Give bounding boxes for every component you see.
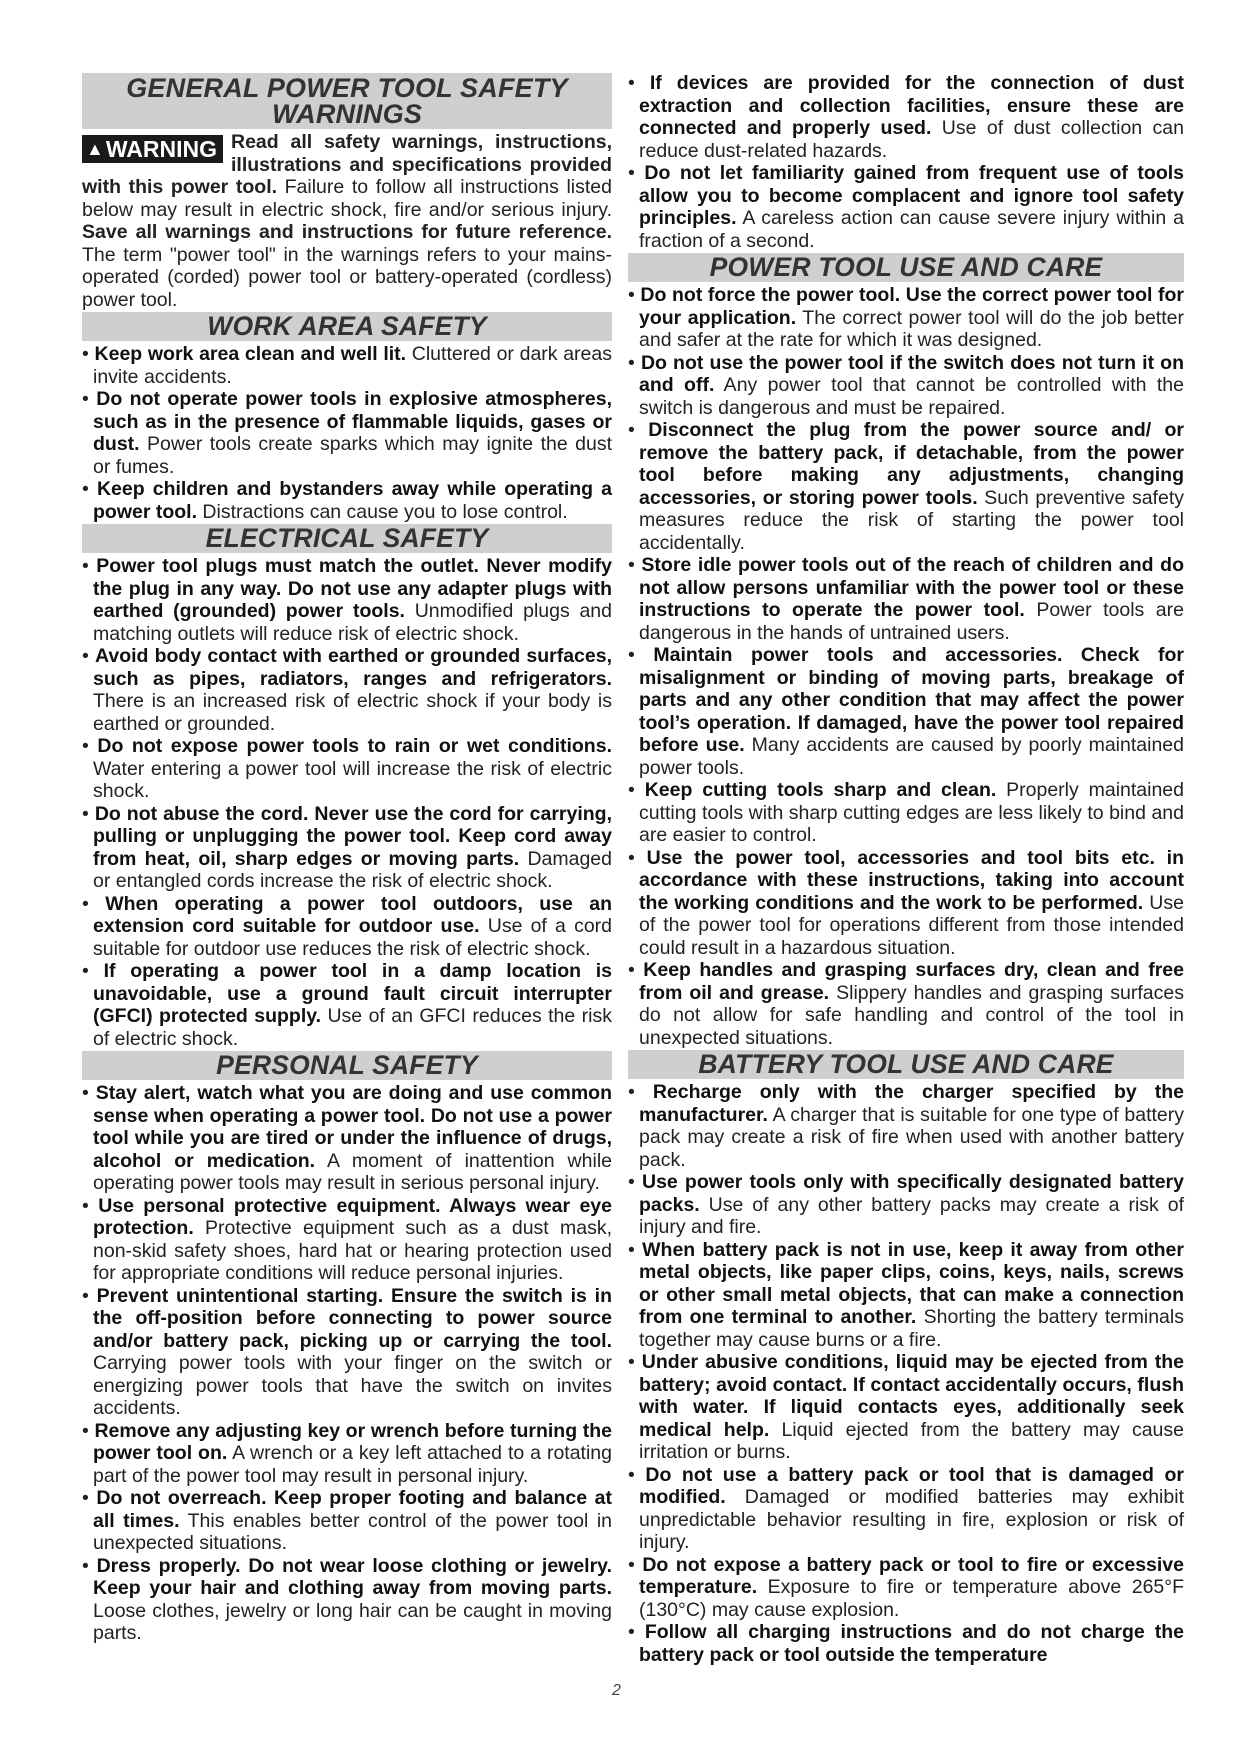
bullet-icon: • (628, 846, 647, 869)
warning-item (628, 644, 1184, 779)
bullet-icon: • (628, 72, 650, 94)
page-number: 2 (612, 1682, 621, 1699)
warning-intro (82, 131, 612, 311)
warning-item (82, 1420, 612, 1488)
warning-item-bold: Use the power tool, accessories and tool bits etc. in accordance with these instructions, taking into account the working conditions and the work to be performed. (639, 846, 1184, 914)
bullet-icon: • (628, 419, 649, 441)
warning-item-bold: Do not let familiarity gained from frequent use of tools allow you to become complacent and ignore tool safety principles. (639, 162, 1184, 229)
warning-item-bold: Dress properly. Do not wear loose clothing or jewelry. Keep your hair and clothing away from moving parts. (93, 1554, 612, 1599)
warning-item (628, 419, 1184, 554)
warning-item-bold: Use power tools only with specifically designated battery packs. (639, 1171, 1184, 1216)
bullet-icon: • (82, 645, 95, 667)
warning-item-bold: If operating a power tool in a damp location is unavoidable, use a ground fault circuit interrupter (GFCI) protected supply. (93, 960, 612, 1027)
warning-item-text: Distractions can cause you to lose control. (197, 500, 568, 523)
warning-item (628, 1464, 1184, 1554)
heading-electrical: ELECTRICAL SAFETY (82, 524, 612, 553)
warning-item-text: Use of dust collection can reduce dust-related hazards. (639, 117, 1185, 162)
intro-bold-2: Save all warnings and instructions for future reference. (82, 221, 612, 243)
bullet-icon: • (82, 1487, 97, 1509)
warning-item-bold: Maintain power tools and accessories. Check for misalignment or binding of moving parts, breakage of parts and any other condition that may affect the power tool’s operation. If damaged, have the power tool repaired before use. (639, 644, 1184, 756)
heading-battery-tool-use: BATTERY TOOL USE AND CARE (628, 1050, 1184, 1079)
warning-item (628, 1554, 1184, 1622)
heading-work-area: WORK AREA SAFETY (82, 312, 612, 341)
warning-item (82, 645, 612, 735)
warning-item-bold: Keep work area clean and well lit. (94, 343, 407, 365)
bullet-icon: • (82, 388, 97, 410)
bullet-icon: • (628, 284, 641, 306)
right-column (628, 72, 1184, 1666)
warning-item (82, 735, 612, 803)
bullet-icon: • (628, 554, 642, 576)
bullet-icon: • (82, 802, 95, 825)
bullet-icon: • (628, 1463, 646, 1486)
bullet-icon: • (82, 478, 97, 500)
intro-bold-1: Read all safety warnings, instructions, illustrations and specifications provided with this power tool. (82, 131, 612, 198)
warning-item-text: A wrench or a key left attached to a rotating part of the power tool may result in personal injury. (93, 1442, 612, 1487)
warning-item-bold: Do not force the power tool. Use the correct power tool for your application. (639, 284, 1184, 329)
warning-item (628, 1081, 1184, 1171)
warning-item (82, 803, 612, 893)
warning-item-bold: Keep handles and grasping surfaces dry, clean and free from oil and grease. (639, 959, 1184, 1004)
warning-item-bold: Keep cutting tools sharp and clean. (644, 779, 997, 801)
warning-item-text: Power tools create sparks which may ignite the dust or fumes. (93, 433, 612, 478)
warning-item-text: A moment of inattention while operating power tools may result in serious personal injury. (93, 1149, 612, 1194)
warning-item-bold: Recharge only with the charger specified by the manufacturer. (639, 1081, 1185, 1126)
bullet-icon: • (82, 735, 98, 757)
warning-item-bold: Do not operate power tools in explosive atmospheres, such as in the presence of flammable liquids, gases or dust. (93, 388, 613, 455)
warning-item (628, 72, 1184, 162)
warning-triangle-icon: ▲ (86, 139, 104, 159)
warning-item (628, 847, 1184, 960)
warning-item (82, 343, 612, 388)
warning-item-text: Slippery handles and grasping surfaces do not allow for safe handling and control of the tool in unexpected situations. (639, 981, 1184, 1049)
warning-badge (82, 135, 223, 163)
bullet-icon: • (82, 960, 104, 982)
bullet-icon: • (82, 1194, 99, 1217)
bullet-icon: • (628, 779, 645, 801)
heading-personal: PERSONAL SAFETY (82, 1051, 612, 1080)
warning-item (82, 388, 612, 478)
warning-item-bold: Do not expose a battery pack or tool to fire or excessive temperature. (639, 1553, 1184, 1598)
heading-power-tool-use: POWER TOOL USE AND CARE (628, 253, 1184, 282)
bullet-icon: • (628, 1553, 643, 1576)
warning-item-text: Shorting the battery terminals together may cause burns or a fire. (639, 1306, 1184, 1351)
battery-list (628, 1081, 1184, 1666)
bullet-icon: • (628, 351, 641, 374)
warning-item-text: Loose clothes, jewelry or long hair can be caught in moving parts. (93, 1599, 612, 1644)
warning-item (628, 1621, 1184, 1666)
warning-item-text: Use of the power tool for operations different from those intended could result in a hazardous situation. (639, 891, 1184, 959)
warning-item-text: Cluttered or dark areas invite accidents. (93, 343, 612, 388)
dust-list (628, 72, 1184, 252)
bullet-icon: • (628, 1081, 653, 1103)
bullet-icon: • (82, 555, 97, 577)
warning-item-bold: Store idle power tools out of the reach of children and do not allow persons unfamiliar with the power tool or these instructions to operate the power tool. (639, 554, 1184, 621)
warning-item-text: Properly maintained cutting tools with sharp cutting edges are less likely to bind and are easier to control. (639, 779, 1185, 846)
power-tool-use-list (628, 284, 1184, 1049)
bullet-icon: • (82, 892, 106, 915)
bullet-icon: • (628, 644, 654, 666)
warning-item (82, 1195, 612, 1285)
bullet-icon: • (82, 1082, 96, 1104)
warning-item (628, 284, 1184, 352)
warning-item-bold: If devices are provided for the connection of dust extraction and collection facilities, ensure these are connected and properly used. (639, 72, 1184, 139)
warning-item (82, 1487, 612, 1555)
warning-item (82, 893, 612, 961)
warning-item-text: Use of a cord suitable for outdoor use reduces the risk of electric shock. (93, 915, 612, 960)
warning-item-bold: Power tool plugs must match the outlet. Never modify the plug in any way. Do not use any adapter plugs with earthed (grounded) power tools. (93, 555, 612, 622)
warning-item-text: Unmodified plugs and matching outlets will reduce risk of electric shock. (93, 600, 612, 645)
warning-item-text: Use of any other battery packs may create a risk of injury and fire. (639, 1193, 1184, 1238)
bullet-icon: • (82, 343, 95, 365)
warning-item (628, 959, 1184, 1049)
warning-item-bold: When battery pack is not in use, keep it away from other metal objects, like paper clips, coins, keys, nails, screws or other small metal objects, that can make a connection from one terminal to another. (639, 1238, 1184, 1328)
warning-item (82, 555, 612, 645)
warning-item (628, 1351, 1184, 1464)
warning-badge-label: WARNING (105, 136, 217, 162)
warning-item-bold: Under abusive conditions, liquid may be ejected from the battery; avoid contact. If contact accidentally occurs, flush with water. If liquid contacts eyes, additionally seek medical help. (639, 1351, 1184, 1441)
warning-item (82, 1555, 612, 1645)
warning-item-bold: Do not overreach. Keep proper footing and balance at all times. (93, 1487, 612, 1532)
warning-item-text: Use of an GFCI reduces the risk of electric shock. (93, 1005, 612, 1050)
warning-item-text: Water entering a power tool will increase the risk of electric shock. (93, 757, 612, 802)
warning-item-text: Damaged or modified batteries may exhibit unpredictable behavior resulting in fire, explosion or risk of injury. (639, 1486, 1184, 1553)
warning-item (628, 1239, 1184, 1352)
bullet-icon: • (628, 1621, 645, 1643)
bullet-icon: • (82, 1554, 97, 1577)
heading-general-safety: GENERAL POWER TOOL SAFETY WARNINGS (82, 73, 612, 129)
bullet-icon: • (628, 1238, 643, 1261)
warning-item-bold: Do not use the power tool if the switch does not turn it on and off. (639, 351, 1184, 396)
warning-item-bold: Do not abuse the cord. Never use the cord for carrying, pulling or unplugging the power tool. Keep cord away from heat, oil, sharp edges or moving parts. (93, 802, 612, 870)
intro-text-2: The term "power tool" in the warnings refers to your mains-operated (corded) power tool or battery-operated (cordless) power tool. (82, 243, 612, 311)
warning-item-text: Many accidents are caused by poorly maintained power tools. (639, 734, 1184, 779)
warning-item (82, 1285, 612, 1420)
warning-item-text: Protective equipment such as a dust mask, non-skid safety shoes, hard hat or hearing protection used for appropriate conditions will reduce personal injuries. (93, 1217, 612, 1284)
intro-text-1: Failure to follow all instructions listed below may result in electric shock, fire and/or serious injury. (82, 176, 612, 221)
warning-item-bold: Do not use a battery pack or tool that is damaged or modified. (639, 1463, 1185, 1508)
warning-item-text: The correct power tool will do the job better and safer at the rate for which it was designed. (639, 306, 1184, 351)
warning-item (82, 1082, 612, 1195)
warning-item-bold: Do not expose power tools to rain or wet conditions. (97, 735, 612, 757)
warning-item (82, 478, 612, 523)
warning-item-text: This enables better control of the power tool in unexpected situations. (93, 1509, 612, 1554)
electrical-list (82, 555, 612, 1050)
warning-item-bold: Disconnect the plug from the power source and/ or remove the battery pack, if detachable, from the power tool before making any adjustments, changing accessories, or storing power tools. (639, 419, 1185, 509)
warning-item-text: Power tools are dangerous in the hands of untrained users. (639, 599, 1184, 644)
warning-item-text: Any power tool that cannot be controlled with the switch is dangerous and must be repaired. (639, 374, 1184, 419)
warning-item (628, 1171, 1184, 1239)
bullet-icon: • (82, 1419, 95, 1442)
warning-item (628, 554, 1184, 644)
warning-item-bold: Use personal protective equipment. Always wear eye protection. (93, 1194, 612, 1239)
warning-item-bold: Keep children and bystanders away while operating a power tool. (93, 478, 613, 523)
warning-item-text: There is an increased risk of electric shock if your body is earthed or grounded. (93, 690, 612, 735)
warning-item-text: Carrying power tools with your finger on the switch or energizing power tools that have the switch on invites accidents. (93, 1352, 612, 1419)
bullet-icon: • (628, 1171, 642, 1193)
bullet-icon: • (82, 1284, 97, 1307)
warning-item (628, 162, 1184, 252)
warning-item (82, 960, 612, 1050)
warning-item-text: A careless action can cause severe injury within a fraction of a second. (639, 207, 1184, 252)
warning-item-bold: Follow all charging instructions and do not charge the battery pack or tool outside the temperature (639, 1621, 1184, 1666)
warning-item-text: Such preventive safety measures reduce the risk of starting the power tool accidentally. (639, 486, 1184, 554)
warning-item-text: A charger that is suitable for one type of battery pack may create a risk of fire when used with another battery pack. (639, 1103, 1184, 1171)
left-column (82, 72, 612, 1645)
warning-item-bold: Avoid body contact with earthed or grounded surfaces, such as pipes, radiators, ranges and refrigerators. (93, 645, 612, 690)
warning-item-bold: When operating a power tool outdoors, use an extension cord suitable for outdoor use. (93, 892, 612, 937)
personal-list (82, 1082, 612, 1645)
warning-item (628, 352, 1184, 420)
bullet-icon: • (628, 162, 645, 184)
warning-item-text: Damaged or entangled cords increase the risk of electric shock. (93, 847, 612, 892)
warning-item-bold: Remove any adjusting key or wrench before turning the power tool on. (93, 1419, 612, 1464)
warning-item-text: Exposure to fire or temperature above 265°F (130°C) may cause explosion. (639, 1576, 1184, 1621)
warning-item-bold: Prevent unintentional starting. Ensure the switch is in the off-position before connecting to power source and/or battery pack, picking up or carrying the tool. (93, 1284, 612, 1352)
work-area-list (82, 343, 612, 523)
bullet-icon: • (628, 1351, 642, 1373)
bullet-icon: • (628, 959, 644, 981)
warning-item-text: Liquid ejected from the battery may cause irritation or burns. (639, 1418, 1184, 1463)
warning-item-bold: Stay alert, watch what you are doing and use common sense when operating a power tool. Do not use a power tool while you are tired or under the influence of drugs, alcohol or medication. (93, 1082, 612, 1172)
warning-item (628, 779, 1184, 847)
